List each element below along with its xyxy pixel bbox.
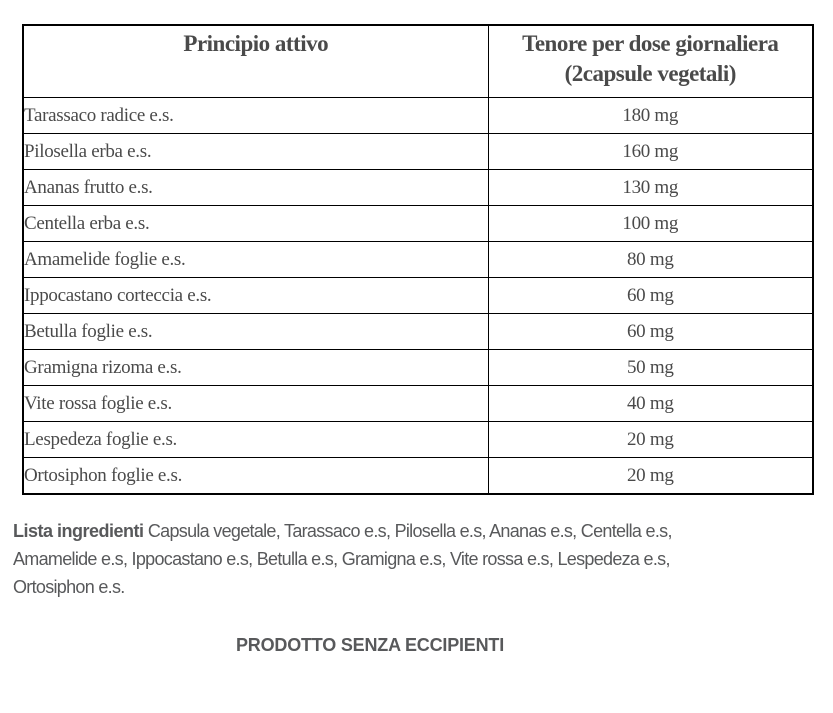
ingredient-name: Amamelide foglie e.s. [23,242,488,278]
ingredient-name: Vite rossa foglie e.s. [23,386,488,422]
ingredient-name: Pilosella erba e.s. [23,134,488,170]
ingredients-list-line: Capsula vegetale, Tarassaco e.s, Pilosella e.s, Ananas e.s, Centella e.s, [147,521,672,541]
ingredients-list-line: Amamelide e.s, Ippocastano e.s, Betulla e.s, Gramigna e.s, Vite rossa e.s, Lespedeza e.s, [13,549,670,569]
table-row [23,386,813,422]
table-row [23,98,813,134]
table-row [23,278,813,314]
table-row [23,242,813,278]
table-row [23,206,813,242]
ingredients-list-line: Ortosiphon e.s. [13,577,125,597]
ingredient-amount: 80 mg [488,242,813,278]
ingredient-name: Lespedeza foglie e.s. [23,422,488,458]
ingredient-name: Gramigna rizoma e.s. [23,350,488,386]
ingredients-list-label: Lista ingredienti [13,521,144,541]
ingredient-amount: 40 mg [488,386,813,422]
ingredient-amount: 60 mg [488,278,813,314]
table-row [23,350,813,386]
active-ingredients-table [22,24,814,495]
column-header-principio-attivo: Principio attivo [23,25,488,98]
table-row [23,314,813,350]
table-row [23,170,813,206]
table-row [23,134,813,170]
ingredients-list-paragraph [13,517,825,601]
ingredient-amount: 50 mg [488,350,813,386]
table-header-row [23,25,813,98]
table-row [23,458,813,495]
ingredient-name: Betulla foglie e.s. [23,314,488,350]
ingredient-amount: 20 mg [488,422,813,458]
ingredient-amount: 100 mg [488,206,813,242]
ingredient-amount: 60 mg [488,314,813,350]
ingredient-amount: 180 mg [488,98,813,134]
no-excipients-claim: PRODOTTO SENZA ECCIPIENTI [235,635,505,655]
ingredient-name: Centella erba e.s. [23,206,488,242]
ingredient-name: Ippocastano corteccia e.s. [23,278,488,314]
ingredient-name: Ortosiphon foglie e.s. [23,458,488,495]
ingredient-name: Ananas frutto e.s. [23,170,488,206]
table-row [23,422,813,458]
column-header-tenore-dose: Tenore per dose giornaliera (2capsule vegetali) [488,25,813,98]
ingredient-name: Tarassaco radice e.s. [23,98,488,134]
ingredient-amount: 130 mg [488,170,813,206]
ingredient-amount: 20 mg [488,458,813,495]
ingredient-amount: 160 mg [488,134,813,170]
